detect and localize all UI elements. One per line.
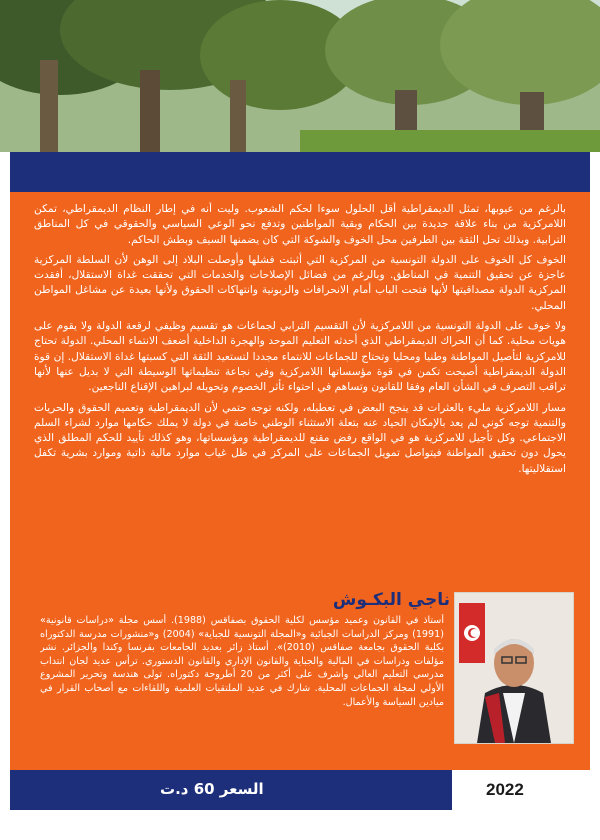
author-bio: أستاذ في القانون وعميد مؤسس لكلية الحقوق بصفاقس (1988). أسس مجلة «دراسات قانونية» (1991) ومركز الدراسات الجبائية و«المجلة التونسية للجباية» (2004) و«منشورات مدرسة الدكتوراه بكلية الحقوق بجامعة صفاقس (2010)». أستاذ زائر بعديد الجامعات بفرنسا وكندا والجزائر. نشر مؤلفات ودراسات في المالية والجباية والقانون الإداري والقانون الدستوري. ترأس عديد لجان انتداب مدرسي التعليم العالي وأشرف على أكثر من 20 أطروحة دكتوراه. تولى هندسة وتحرير المشروع الأولي لمجلة الجماعات المحلية. شارك في عديد الملتقيات العلمية واللقاءات مع أصحاب القرار في ميادين السياسة والأعمال. [40, 615, 444, 708]
top-blue-band [10, 152, 590, 192]
cover-photo-palm-olive-trees [0, 0, 600, 152]
paragraph: ولا خوف على الدولة التونسية من اللامركزية لأن التقسيم الترابي لجماعات هو تقسيم وظيفي لرقعة الدولة ولا يقوم على هويات محلية. كما أن الحراك الديمقراطي الذي أحدثه التعليم الموحد والهجرة الداخلية أضعف الانتماء المحلي. الدولة تحتاج للامركزية لتأصيل المواطنة وطنيا ومحليا وتحتاج للجماعات للانتماء مجددا لتستعيد الثقة التي كسبتها غداة الاستقلال. إن قوة الدولة الديمقراطية أصبحت تكمن في قوة مؤسساتها اللامركزية وفي نجاعة تنظيماتها الوسيطة التي لا بديل عنها لأنها تراقب التصرف في الشأن العام وفقا للقانون وتساهم في احتواء تأثر الخصوم وتحويله لبراهين الإقناع الناجعين. [34, 320, 566, 394]
portrait-illustration [455, 593, 573, 743]
trees-illustration [0, 0, 600, 152]
author-portrait [454, 592, 574, 744]
paragraph: مسار اللامركزية مليء بالعثرات قد ينجح البعض في تعطيله، ولكنه توجه حتمي لأن الديمقراطية وتعميم الحقوق والحريات والتنمية توجه كوني لم يعد بالإمكان الحياد عنه بتعلة الاستثناء الوطني خاصة في دولة لا يملك حكامها موارد لشراء السلم الاجتماعي. وكل تأجيل للامركزية هو في الواقع رفض مقنع للديمقراطية ومؤسساتها، وهو كذلك تأييد للحكم المطلق الذي يحول دون تحقيق المواطنة فيتواصل تمويل الجماعات على المركز في ظل غياب موارد مالية ذاتية وموارد بشرية تكفل استقلاليتها. [34, 401, 566, 475]
price-label: السعر 60 د.ت [160, 780, 264, 798]
paragraph: الخوف كل الخوف على الدولة التونسية من المركزية التي أثبتت فشلها وأوصلت البلاد إلى الوهن لأن السلطة المركزية عاجزة عن تحقيق التنمية في المناطق. وبالرغم من فضائل الإصلاحات والخدمات التي تحققت غداة الاستقلال، أفقدت المركزية الدولة مصداقيتها لأنها فتحت الباب أمام الانحرافات والزبونية وانتهاكات الحقوق ولأنها بعيدة عن مشاغل المواطن المحلي. [34, 253, 566, 312]
back-cover-text [34, 202, 566, 582]
publication-year: 2022 [486, 780, 524, 799]
paragraph: بالرغم من عيوبها، تمثل الديمقراطية أقل الحلول سوءا لحكم الشعوب. وليت أنه في إطار النظام الديمقراطي، تمكن اللامركزية من بناء علاقة جديدة بين الحكام وبقية المواطنين وتدفع نحو الوعي السياسي والحقوقي في كل المناطق الترابية. وبذلك تحل الثقة بين الطرفين محل الخوف والشوكة التي كان يضمنها السيف وبطش الحاكم. [34, 203, 566, 246]
author-name: ناجي البكـوش [332, 590, 450, 610]
